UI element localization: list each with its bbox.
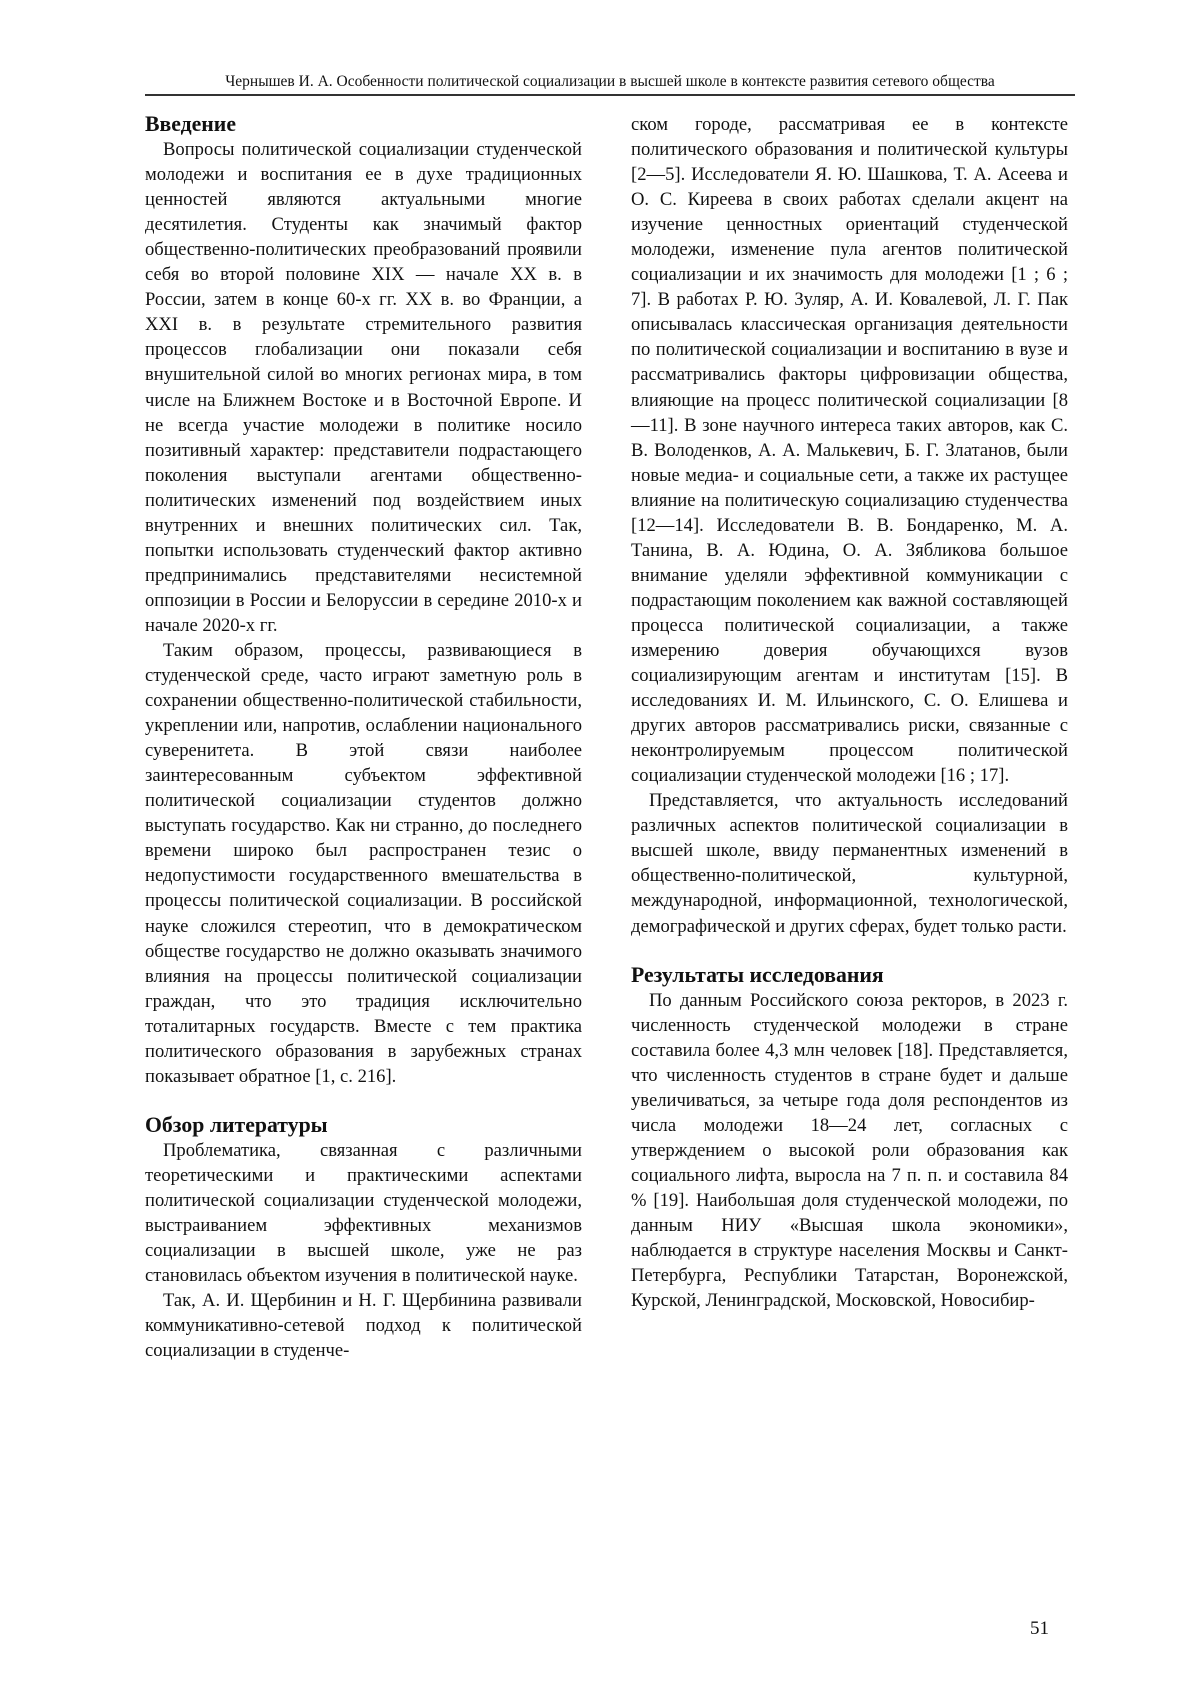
section-heading-results: Результаты исследования xyxy=(631,962,884,987)
review-paragraph-1: Проблематика, связанная с различными теоретическими и практическими аспектами политической социализации студенческой молодежи, выстраиванием эффективных механизмов социализации в высшей школе, уже не раз становилась объектом изучения в политической науке. xyxy=(145,1139,582,1287)
review-paragraph-2-start: Так, А. И. Щербинин и Н. Г. Щербинина развивали коммуникативно-сетевой подход к политической социализации в студенче- xyxy=(145,1290,582,1362)
results-paragraph-1: По данным Российского союза ректоров, в 2023 г. численность студенческой молодежи в стране составила более 4,3 млн человек [18]. Представляется, что численность студентов в стране будет и дальше увеличиваться, за четыре года доля респондентов из числа молодежи 18—24 лет, согласных с утверждением о высокой роли образования как социального лифта, выросла на 7 п. п. и составила 84 % [19]. Наибольшая доля студенческой молодежи, по данным НИУ «Высшая школа экономики», наблюдается в структуре населения Москвы и Санкт-Петербурга, Республики Татарстан, Воронежской, Курской, Ленинградской, Московской, Новосибир- xyxy=(631,989,1068,1312)
page-number: 51 xyxy=(1030,1618,1049,1639)
intro-paragraph-1: Вопросы политической социализации студенческой молодежи и воспитания ее в духе традиционных ценностей являются актуальными многие десятилетия. Студенты как значимый фактор общественно-политических преобразований проявили себя во второй половине XIX — начале XX в. в России, затем в конце 60-х гг. XX в. во Франции, а XXI в. в результате стремительного развития процессов глобализации они показали себя внушительной силой во многих регионах мира, в том числе на Ближнем Востоке и в Восточной Европе. И не всегда участие молодежи в политике носило позитивный характер: представители подрастающего поколения выступали агентами общественно-политических изменений под воздействием иных внутренних и внешних политических сил. Так, попытки использовать студенческий фактор активно предпринимались представителями несистемной оппозиции в России и Белоруссии в середине 2010-х и начале 2020-х гг. xyxy=(145,139,582,636)
intro-paragraph-2: Таким образом, процессы, развивающиеся в студенческой среде, часто играют заметную роль в сохранении общественно-политической стабильности, укреплении или, напротив, ослаблении национального суверенитета. В этой связи наиболее заинтересованным субъектом эффективной политической социализации студентов должно выступать государство. Как ни странно, до последнего времени широко был распространен тезис о недопустимости государственного вмешательства в процессы политической социализации. В российской науке сложился стереотип, что в демократическом обществе государство не должно оказывать значимого влияния на процессы политической социализации граждан, что это традиция исключительно тоталитарных государств. Вместе с тем практика политического образования в зарубежных странах показывает обратное [1, с. 216]. xyxy=(145,639,582,1087)
header-divider xyxy=(145,94,1075,96)
left-column xyxy=(145,112,582,1363)
section-heading-review: Обзор литературы xyxy=(145,1112,328,1137)
review-paragraph-3: Представляется, что актуальность исследований различных аспектов политической социализации в высшей школе, ввиду перманентных изменений в общественно-политической, культурной, международной, информационной, технологической, демографической и других сферах, будет только расти. xyxy=(631,790,1068,937)
running-header: Чернышев И. А. Особенности политической социализации в высшей школе в контексте развития сетевого общества xyxy=(225,73,995,90)
section-heading-intro: Введение xyxy=(145,112,236,136)
review-paragraph-2-continued: ском городе, рассматривая ее в контексте политического образования и политической культуры [2—5]. Исследователи Я. Ю. Шашкова, Т. А. Асеева и О. С. Киреева в своих работах сделали акцент на изучение ценностных ориентаций студенческой молодежи, изменение пула агентов политической социализации и их значимость для молодежи [1 ; 6 ; 7]. В работах Р. Ю. Зуляр, А. И. Ковалевой, Л. Г. Пак описывалась классическая организация деятельности по политической социализации и воспитанию в вузе и рассматривались факторы цифровизации общества, влияющие на процесс политической социализации [8—11]. В зоне научного интереса таких авторов, как С. В. Володенков, А. А. Малькевич, Б. Г. Златанов, были новые медиа- и социальные сети, а также их растущее влияние на политическую социализацию студенчества [12—14]. Исследователи В. В. Бондаренко, М. А. Танина, В. А. Юдина, О. А. Зябликова большое внимание уделяли эффективной коммуникации с подрастающим поколением как важной составляющей процесса политической социализации, а также измерению доверия обучающихся вузов социализирующим агентам и институтам [15]. В исследованиях И. М. Ильинского, С. О. Елишева и других авторов рассматривались риски, связанные с неконтролируемым процессом политической социализации студенческой молодежи [16 ; 17]. xyxy=(631,114,1068,787)
right-column xyxy=(631,112,1068,1313)
